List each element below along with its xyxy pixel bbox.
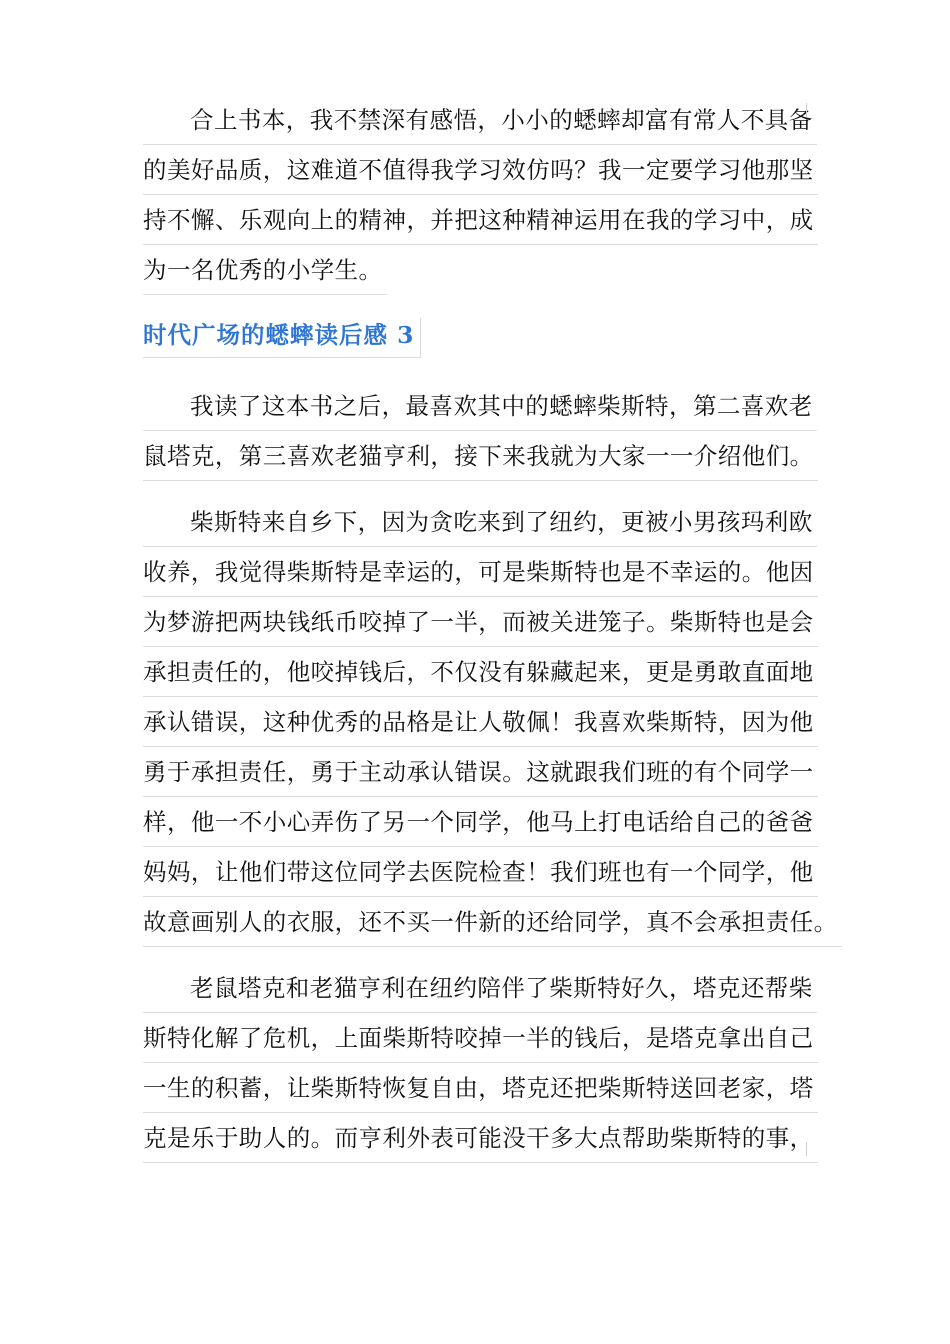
paragraph-tucker-harry <box>143 963 814 1163</box>
text-line <box>143 597 838 647</box>
margin-mark <box>806 1142 807 1156</box>
text-line-content: 故意画别人的衣服，还不买一件新的还给同学，真不会承担责任。 <box>143 897 838 947</box>
text-line <box>143 245 814 295</box>
text-line-content: 老鼠塔克和老猫亨利在纽约陪伴了柴斯特好久，塔克还帮柴 <box>143 963 813 1013</box>
text-line-content: 为梦游把两块钱纸币咬掉了一半，而被关进笼子。柴斯特也是会 <box>143 597 814 647</box>
text-line <box>143 195 814 245</box>
text-line <box>143 1063 814 1113</box>
section-heading: 时代广场的蟋蟀读后感 3 <box>143 312 415 358</box>
text-line <box>143 697 838 747</box>
text-line <box>143 1013 814 1063</box>
text-line <box>143 547 838 597</box>
text-line <box>143 747 838 797</box>
text-line <box>143 647 838 697</box>
text-line-content: 的美好品质，这难道不值得我学习效仿吗？我一定要学习他那坚 <box>143 145 814 195</box>
text-line <box>143 1113 814 1163</box>
text-line-content: 妈妈，让他们带这位同学去医院检查！我们班也有一个同学，他 <box>143 847 814 897</box>
margin-mark <box>806 103 807 117</box>
text-line-content: 我读了这本书之后，最喜欢其中的蟋蟀柴斯特，第二喜欢老 <box>143 381 813 431</box>
text-line-content: 斯特化解了危机，上面柴斯特咬掉一半的钱后，是塔克拿出自己 <box>143 1013 814 1063</box>
paragraph-conclusion <box>143 95 814 295</box>
text-line-content: 鼠塔克，第三喜欢老猫亨利，接下来我就为大家一一介绍他们。 <box>143 431 814 481</box>
text-line-content: 一生的积蓄，让柴斯特恢复自由，塔克还把柴斯特送回老家，塔 <box>143 1063 814 1113</box>
text-line-content: 克是乐于助人的。而亨利外表可能没干多大点帮助柴斯特的事， <box>143 1113 814 1163</box>
text-line-content: 收养，我觉得柴斯特是幸运的，可是柴斯特也是不幸运的。他因 <box>143 547 814 597</box>
text-line-content: 承认错误，这种优秀的品格是让人敬佩！我喜欢柴斯特，因为他 <box>143 697 814 747</box>
text-line <box>143 381 814 431</box>
text-line <box>143 897 838 947</box>
text-line-content: 样，他一不小心弄伤了另一个同学，他马上打电话给自己的爸爸 <box>143 797 814 847</box>
text-line-content: 为一名优秀的小学生。 <box>143 245 383 295</box>
text-line <box>143 497 838 547</box>
text-line-content: 合上书本，我不禁深有感悟，小小的蟋蟀却富有常人不具备 <box>143 95 813 145</box>
text-line <box>143 847 838 897</box>
text-line <box>143 963 814 1013</box>
text-line <box>143 145 814 195</box>
paragraph-chester <box>143 497 838 947</box>
text-line-content: 勇于承担责任，勇于主动承认错误。这就跟我们班的有个同学一 <box>143 747 814 797</box>
paragraph-intro <box>143 381 814 481</box>
text-line <box>143 797 838 847</box>
text-line <box>143 95 814 145</box>
text-line-content: 承担责任的，他咬掉钱后，不仅没有躲藏起来，更是勇敢直面地 <box>143 647 814 697</box>
text-line-content: 柴斯特来自乡下，因为贪吃来到了纽约，更被小男孩玛利欧 <box>143 497 813 547</box>
text-line-content: 持不懈、乐观向上的精神，并把这种精神运用在我的学习中，成 <box>143 195 814 245</box>
text-line <box>143 431 814 481</box>
